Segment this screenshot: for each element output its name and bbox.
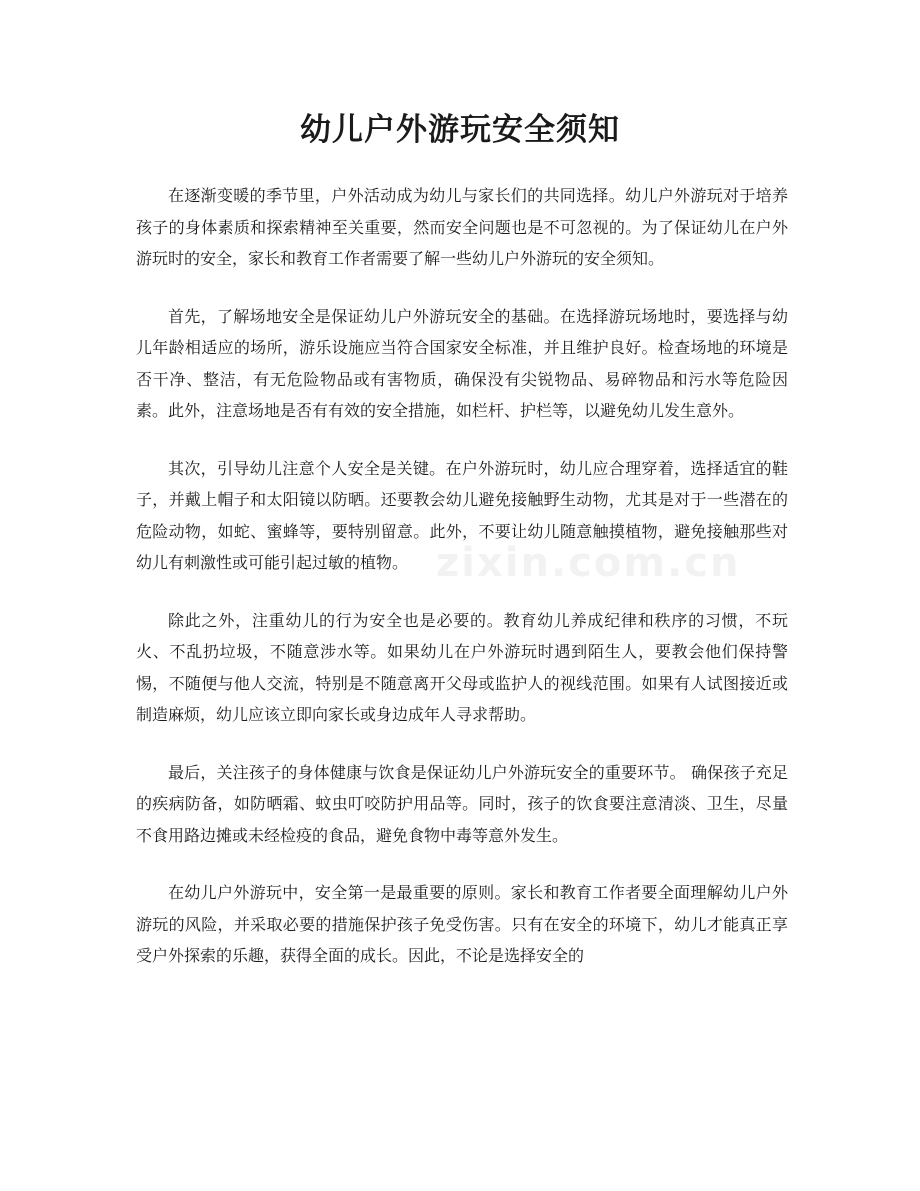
paragraph-venue-safety: 首先，了解场地安全是保证幼儿户外游玩安全的基础。在选择游玩场地时，要选择与幼儿年龄相适应的场所，游乐设施应当符合国家安全标准，并且维护良好。检查场地的环境是否干净、整洁，有无危险物品或有害物质，确保没有尖锐物品、易碎物品和污水等危险因素。此外，注意场地是否有有效的安全措施，如栏杆、护栏等，以避免幼儿发生意外。: [136, 306, 788, 420]
paragraph-intro: 在逐渐变暖的季节里，户外活动成为幼儿与家长们的共同选择。幼儿户外游玩对于培养孩子的身体素质和探索精神至关重要，然而安全问题也是不可忽视的。为了保证幼儿在户外游玩时的安全，家长和教育工作者需要了解一些幼儿户外游玩的安全须知。: [136, 186, 788, 268]
paragraph-personal-safety: 其次，引导幼儿注意个人安全是关键。在户外游玩时，幼儿应合理穿着，选择适宜的鞋子，并戴上帽子和太阳镜以防晒。还要教会幼儿避免接触野生动物，尤其是对于一些潜在的危险动物，如蛇、蜜蜂等，要特别留意。此外，不要让幼儿随意触摸植物，避免接触那些对幼儿有刺激性或可能引起过敏的植物。: [136, 458, 788, 572]
paragraph-health-diet: 最后，关注孩子的身体健康与饮食是保证幼儿户外游玩安全的重要环节。 确保孩子充足的疾病防备，如防晒霜、蚊虫叮咬防护用品等。同时，孩子的饮食要注意清淡、卫生，尽量不食用路边摊或未经检疫的食品，避免食物中毒等意外发生。: [136, 762, 788, 845]
paragraph-conclusion: 在幼儿户外游玩中，安全第一是最重要的原则。家长和教育工作者要全面理解幼儿户外游玩的风险，并采取必要的措施保护孩子免受伤害。只有在安全的环境下，幼儿才能真正享受户外探索的乐趣，获得全面的成长。因此，不论是选择安全的: [136, 883, 788, 965]
document-body: [136, 180, 788, 998]
watermark: zixin.com.cn: [436, 540, 741, 586]
paragraph-behavior-safety: 除此之外，注重幼儿的行为安全也是必要的。教育幼儿养成纪律和秩序的习惯，不玩火、不乱扔垃圾，不随意涉水等。如果幼儿在户外游玩时遇到陌生人，要教会他们保持警惕，不随便与他人交流，特别是不随意离开父母或监护人的视线范围。如果有人试图接近或制造麻烦，幼儿应该立即向家长或身边成年人寻求帮助。: [136, 610, 788, 724]
document-title: 幼儿户外游玩安全须知: [300, 112, 620, 148]
